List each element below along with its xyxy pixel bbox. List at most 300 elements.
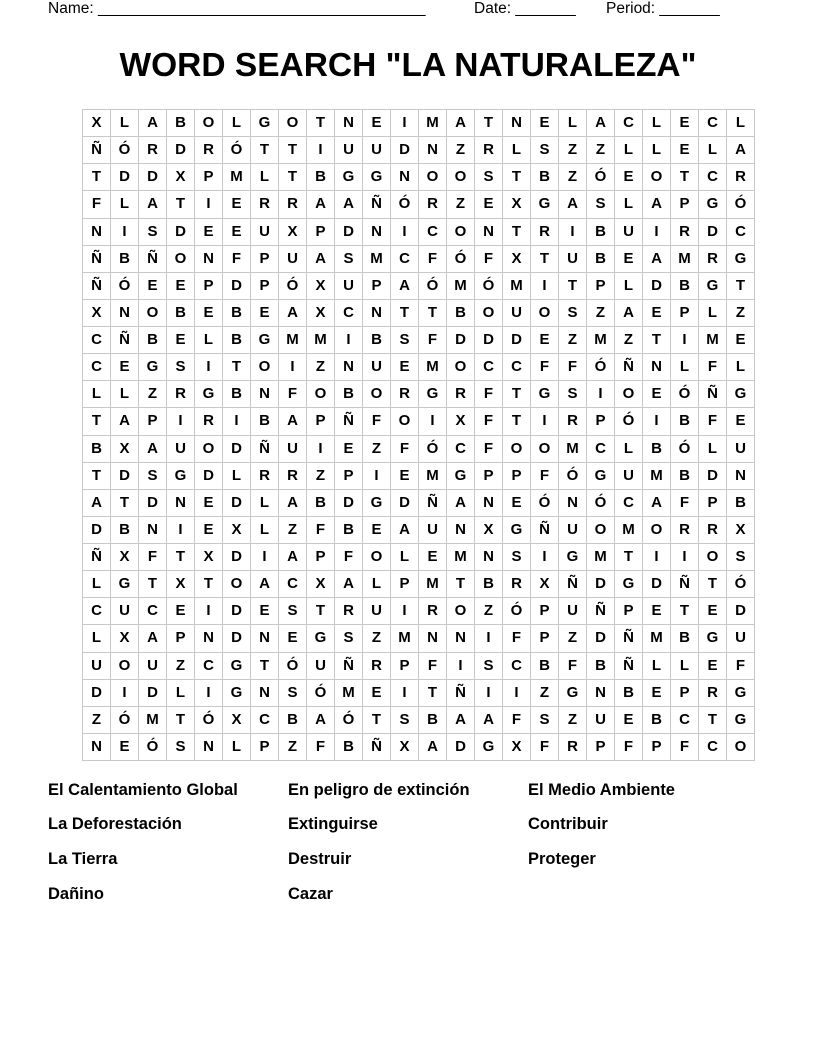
grid-cell: L xyxy=(699,435,727,462)
grid-cell: I xyxy=(195,598,223,625)
grid-cell: S xyxy=(335,245,363,272)
grid-cell: Z xyxy=(615,327,643,354)
grid-cell: G xyxy=(615,571,643,598)
grid-cell: R xyxy=(335,598,363,625)
grid-cell: L xyxy=(671,652,699,679)
grid-cell: Ó xyxy=(111,272,139,299)
grid-cell: C xyxy=(503,652,531,679)
grid-cell: L xyxy=(251,489,279,516)
grid-cell: E xyxy=(251,598,279,625)
grid-cell: A xyxy=(335,191,363,218)
grid-cell: N xyxy=(559,489,587,516)
grid-cell: I xyxy=(111,679,139,706)
grid-cell: B xyxy=(419,706,447,733)
grid-cell: P xyxy=(139,408,167,435)
grid-cell: S xyxy=(559,299,587,326)
grid-cell: S xyxy=(475,164,503,191)
grid-cell: P xyxy=(195,164,223,191)
grid-cell: T xyxy=(83,408,111,435)
grid-cell: Ñ xyxy=(251,435,279,462)
grid-cell: M xyxy=(643,625,671,652)
grid-cell: O xyxy=(447,218,475,245)
grid-cell: S xyxy=(475,652,503,679)
grid-cell: E xyxy=(391,462,419,489)
grid-cell: U xyxy=(363,598,391,625)
grid-cell: Ó xyxy=(727,571,755,598)
grid-cell: Ñ xyxy=(83,272,111,299)
grid-cell: F xyxy=(727,652,755,679)
grid-cell: Ó xyxy=(671,435,699,462)
grid-cell: N xyxy=(111,299,139,326)
grid-cell: T xyxy=(83,164,111,191)
grid-cell: L xyxy=(111,191,139,218)
grid-cell: C xyxy=(195,652,223,679)
word-bank-item: Extinguirse xyxy=(288,815,378,833)
grid-cell: O xyxy=(615,381,643,408)
grid-cell: I xyxy=(475,625,503,652)
grid-cell: E xyxy=(363,516,391,543)
grid-cell: C xyxy=(139,598,167,625)
grid-cell: T xyxy=(223,354,251,381)
grid-cell: Ó xyxy=(111,706,139,733)
grid-cell: C xyxy=(419,218,447,245)
grid-cell: M xyxy=(419,354,447,381)
grid-row xyxy=(83,544,755,571)
grid-cell: I xyxy=(111,218,139,245)
grid-cell: Ñ xyxy=(335,652,363,679)
grid-cell: B xyxy=(587,652,615,679)
grid-cell: P xyxy=(643,733,671,760)
grid-cell: X xyxy=(83,299,111,326)
grid-cell: C xyxy=(671,706,699,733)
grid-cell: Z xyxy=(475,598,503,625)
grid-cell: C xyxy=(699,733,727,760)
grid-cell: Z xyxy=(139,381,167,408)
grid-cell: E xyxy=(643,598,671,625)
grid-cell: Z xyxy=(531,679,559,706)
grid-row xyxy=(83,245,755,272)
grid-cell: O xyxy=(279,110,307,137)
grid-cell: R xyxy=(279,191,307,218)
grid-cell: S xyxy=(727,544,755,571)
grid-cell: E xyxy=(727,327,755,354)
grid-cell: R xyxy=(475,137,503,164)
grid-cell: E xyxy=(167,598,195,625)
grid-cell: P xyxy=(167,625,195,652)
grid-cell: S xyxy=(139,462,167,489)
grid-cell: X xyxy=(83,110,111,137)
grid-cell: Ñ xyxy=(83,137,111,164)
grid-cell: Z xyxy=(307,462,335,489)
grid-cell: G xyxy=(503,516,531,543)
grid-cell: X xyxy=(475,516,503,543)
grid-cell: Ñ xyxy=(671,571,699,598)
grid-cell: N xyxy=(83,218,111,245)
grid-cell: G xyxy=(559,544,587,571)
grid-cell: C xyxy=(615,110,643,137)
grid-cell: X xyxy=(279,218,307,245)
grid-cell: P xyxy=(671,679,699,706)
grid-cell: L xyxy=(559,110,587,137)
grid-cell: T xyxy=(503,164,531,191)
grid-row xyxy=(83,299,755,326)
grid-cell: N xyxy=(251,625,279,652)
grid-cell: A xyxy=(307,191,335,218)
grid-cell: C xyxy=(251,706,279,733)
grid-cell: B xyxy=(111,245,139,272)
grid-cell: I xyxy=(447,652,475,679)
grid-cell: O xyxy=(531,435,559,462)
grid-cell: A xyxy=(139,191,167,218)
grid-cell: Ñ xyxy=(559,571,587,598)
grid-cell: Z xyxy=(363,625,391,652)
grid-cell: O xyxy=(391,408,419,435)
grid-cell: N xyxy=(83,733,111,760)
grid-cell: G xyxy=(587,462,615,489)
grid-cell: U xyxy=(335,137,363,164)
word-bank-item: El Medio Ambiente xyxy=(528,781,675,799)
grid-cell: Ñ xyxy=(615,354,643,381)
grid-cell: N xyxy=(503,110,531,137)
grid-cell: U xyxy=(307,652,335,679)
grid-cell: L xyxy=(111,110,139,137)
grid-cell: B xyxy=(167,299,195,326)
grid-cell: I xyxy=(391,679,419,706)
grid-cell: D xyxy=(223,598,251,625)
grid-cell: T xyxy=(111,489,139,516)
grid-cell: G xyxy=(251,327,279,354)
grid-cell: N xyxy=(419,625,447,652)
grid-cell: A xyxy=(83,489,111,516)
grid-cell: U xyxy=(279,435,307,462)
grid-cell: C xyxy=(335,299,363,326)
grid-cell: D xyxy=(727,598,755,625)
grid-cell: M xyxy=(363,245,391,272)
grid-cell: X xyxy=(307,571,335,598)
grid-cell: F xyxy=(391,435,419,462)
word-bank-item: Destruir xyxy=(288,850,352,868)
grid-cell: Ó xyxy=(419,435,447,462)
grid-cell: L xyxy=(223,733,251,760)
grid-cell: D xyxy=(643,571,671,598)
grid-cell: I xyxy=(307,435,335,462)
grid-cell: D xyxy=(475,327,503,354)
grid-cell: L xyxy=(251,516,279,543)
grid-cell: I xyxy=(643,544,671,571)
grid-cell: F xyxy=(419,652,447,679)
grid-cell: C xyxy=(727,218,755,245)
grid-cell: M xyxy=(587,544,615,571)
grid-cell: C xyxy=(699,164,727,191)
grid-cell: P xyxy=(699,489,727,516)
grid-cell: G xyxy=(251,110,279,137)
grid-cell: Ó xyxy=(587,354,615,381)
grid-cell: F xyxy=(307,733,335,760)
grid-cell: N xyxy=(587,679,615,706)
grid-cell: N xyxy=(251,679,279,706)
grid-row xyxy=(83,191,755,218)
grid-cell: R xyxy=(727,164,755,191)
grid-row xyxy=(83,625,755,652)
grid-cell: U xyxy=(419,516,447,543)
grid-cell: Z xyxy=(279,733,307,760)
grid-cell: B xyxy=(671,625,699,652)
grid-cell: G xyxy=(363,164,391,191)
grid-cell: T xyxy=(307,598,335,625)
grid-cell: X xyxy=(223,516,251,543)
grid-cell: E xyxy=(335,435,363,462)
grid-cell: N xyxy=(475,218,503,245)
grid-cell: G xyxy=(223,652,251,679)
grid-cell: E xyxy=(195,299,223,326)
grid-cell: C xyxy=(447,435,475,462)
grid-cell: E xyxy=(643,381,671,408)
grid-cell: P xyxy=(251,272,279,299)
grid-cell: M xyxy=(419,462,447,489)
grid-cell: P xyxy=(671,191,699,218)
grid-cell: R xyxy=(671,516,699,543)
grid-cell: D xyxy=(111,462,139,489)
grid-cell: Z xyxy=(559,327,587,354)
grid-cell: S xyxy=(391,327,419,354)
grid-cell: Ó xyxy=(475,272,503,299)
grid-cell: N xyxy=(195,733,223,760)
grid-cell: F xyxy=(475,408,503,435)
grid-cell: Z xyxy=(587,299,615,326)
grid-cell: T xyxy=(559,272,587,299)
grid-cell: P xyxy=(671,299,699,326)
grid-cell: B xyxy=(83,435,111,462)
grid-cell: Ñ xyxy=(531,516,559,543)
grid-cell: Ó xyxy=(139,733,167,760)
grid-cell: Ñ xyxy=(419,489,447,516)
grid-row xyxy=(83,408,755,435)
grid-cell: R xyxy=(447,381,475,408)
grid-cell: C xyxy=(475,354,503,381)
grid-cell: Z xyxy=(307,354,335,381)
grid-cell: Z xyxy=(727,299,755,326)
grid-cell: Ñ xyxy=(363,733,391,760)
grid-cell: X xyxy=(391,733,419,760)
grid-row xyxy=(83,516,755,543)
grid-cell: L xyxy=(391,544,419,571)
grid-cell: Z xyxy=(559,137,587,164)
grid-cell: S xyxy=(531,706,559,733)
grid-cell: E xyxy=(615,164,643,191)
grid-cell: N xyxy=(335,110,363,137)
grid-cell: T xyxy=(307,110,335,137)
grid-cell: D xyxy=(447,327,475,354)
grid-cell: O xyxy=(223,571,251,598)
grid-cell: N xyxy=(419,137,447,164)
grid-cell: E xyxy=(615,706,643,733)
grid-cell: Ó xyxy=(335,706,363,733)
grid-row xyxy=(83,571,755,598)
grid-cell: D xyxy=(587,571,615,598)
grid-cell: N xyxy=(167,489,195,516)
grid-cell: T xyxy=(671,164,699,191)
word-bank-item: Proteger xyxy=(528,850,596,868)
grid-cell: M xyxy=(643,462,671,489)
grid-row xyxy=(83,137,755,164)
grid-cell: A xyxy=(727,137,755,164)
grid-cell: F xyxy=(475,435,503,462)
grid-cell: F xyxy=(419,327,447,354)
grid-cell: I xyxy=(475,679,503,706)
grid-cell: I xyxy=(671,327,699,354)
grid-cell: N xyxy=(475,544,503,571)
grid-cell: T xyxy=(251,652,279,679)
grid-cell: R xyxy=(279,462,307,489)
grid-row xyxy=(83,381,755,408)
grid-cell: A xyxy=(139,110,167,137)
grid-cell: T xyxy=(419,679,447,706)
grid-cell: E xyxy=(167,327,195,354)
grid-cell: T xyxy=(167,191,195,218)
grid-cell: Ó xyxy=(531,489,559,516)
grid-cell: L xyxy=(615,435,643,462)
grid-cell: I xyxy=(223,408,251,435)
grid-cell: Ñ xyxy=(447,679,475,706)
grid-cell: R xyxy=(363,652,391,679)
grid-cell: B xyxy=(335,733,363,760)
grid-cell: G xyxy=(727,381,755,408)
grid-cell: G xyxy=(111,571,139,598)
grid-cell: B xyxy=(475,571,503,598)
grid-cell: L xyxy=(643,652,671,679)
grid-cell: L xyxy=(615,191,643,218)
grid-row xyxy=(83,435,755,462)
grid-cell: Ó xyxy=(615,408,643,435)
grid-cell: T xyxy=(475,110,503,137)
grid-cell: X xyxy=(503,245,531,272)
grid-cell: T xyxy=(447,571,475,598)
grid-cell: E xyxy=(503,489,531,516)
grid-cell: X xyxy=(503,191,531,218)
grid-cell: A xyxy=(139,435,167,462)
grid-cell: L xyxy=(223,110,251,137)
grid-row xyxy=(83,462,755,489)
grid-cell: L xyxy=(699,137,727,164)
grid-cell: B xyxy=(363,327,391,354)
grid-cell: M xyxy=(671,245,699,272)
grid-cell: Ñ xyxy=(83,544,111,571)
grid-cell: X xyxy=(111,435,139,462)
grid-cell: D xyxy=(699,462,727,489)
grid-cell: D xyxy=(335,218,363,245)
grid-cell: P xyxy=(531,625,559,652)
grid-cell: O xyxy=(251,354,279,381)
grid-cell: I xyxy=(531,544,559,571)
word-bank-item: Cazar xyxy=(288,885,333,903)
grid-cell: E xyxy=(475,191,503,218)
word-bank-item: Dañino xyxy=(48,885,104,903)
grid-cell: O xyxy=(363,544,391,571)
grid-cell: E xyxy=(195,489,223,516)
word-bank-item: La Deforestación xyxy=(48,815,182,833)
grid-cell: A xyxy=(307,245,335,272)
grid-cell: Ó xyxy=(559,462,587,489)
grid-cell: A xyxy=(391,516,419,543)
grid-cell: Ñ xyxy=(615,652,643,679)
grid-cell: G xyxy=(139,354,167,381)
grid-cell: Ó xyxy=(587,164,615,191)
grid-cell: N xyxy=(139,516,167,543)
grid-cell: X xyxy=(307,272,335,299)
grid-cell: E xyxy=(195,218,223,245)
grid-cell: N xyxy=(727,462,755,489)
grid-cell: U xyxy=(363,137,391,164)
grid-cell: N xyxy=(195,245,223,272)
grid-cell: F xyxy=(363,408,391,435)
grid-cell: E xyxy=(699,598,727,625)
grid-cell: R xyxy=(195,408,223,435)
grid-row xyxy=(83,354,755,381)
grid-cell: U xyxy=(363,354,391,381)
grid-cell: Ó xyxy=(279,652,307,679)
grid-cell: F xyxy=(279,381,307,408)
grid-cell: P xyxy=(391,571,419,598)
grid-cell: M xyxy=(503,272,531,299)
grid-cell: N xyxy=(643,354,671,381)
grid-cell: N xyxy=(363,299,391,326)
grid-cell: I xyxy=(391,598,419,625)
grid-cell: F xyxy=(83,191,111,218)
grid-cell: X xyxy=(307,299,335,326)
grid-cell: O xyxy=(139,299,167,326)
grid-cell: R xyxy=(419,598,447,625)
grid-cell: B xyxy=(251,408,279,435)
grid-cell: U xyxy=(587,706,615,733)
grid-cell: I xyxy=(251,544,279,571)
grid-cell: S xyxy=(279,598,307,625)
grid-cell: M xyxy=(223,164,251,191)
grid-cell: G xyxy=(475,733,503,760)
grid-cell: I xyxy=(167,408,195,435)
grid-cell: U xyxy=(559,516,587,543)
grid-cell: B xyxy=(531,652,559,679)
grid-cell: E xyxy=(363,679,391,706)
grid-cell: D xyxy=(643,272,671,299)
grid-cell: F xyxy=(475,245,503,272)
grid-cell: O xyxy=(111,652,139,679)
grid-cell: Z xyxy=(363,435,391,462)
grid-cell: G xyxy=(363,489,391,516)
date-field-label: Date: _______ xyxy=(474,0,576,17)
grid-cell: E xyxy=(139,272,167,299)
grid-cell: L xyxy=(363,571,391,598)
grid-cell: T xyxy=(531,245,559,272)
grid-cell: B xyxy=(531,164,559,191)
grid-cell: Ñ xyxy=(363,191,391,218)
word-bank-item: Contribuir xyxy=(528,815,608,833)
grid-cell: Ñ xyxy=(83,245,111,272)
grid-cell: T xyxy=(503,408,531,435)
grid-cell: T xyxy=(615,544,643,571)
grid-cell: Ó xyxy=(223,137,251,164)
grid-cell: O xyxy=(503,435,531,462)
grid-cell: T xyxy=(139,571,167,598)
grid-cell: E xyxy=(643,679,671,706)
grid-cell: D xyxy=(139,489,167,516)
grid-cell: U xyxy=(615,462,643,489)
grid-cell: P xyxy=(307,544,335,571)
grid-cell: S xyxy=(335,625,363,652)
grid-row xyxy=(83,652,755,679)
grid-cell: U xyxy=(251,218,279,245)
grid-cell: X xyxy=(111,544,139,571)
grid-cell: D xyxy=(195,462,223,489)
